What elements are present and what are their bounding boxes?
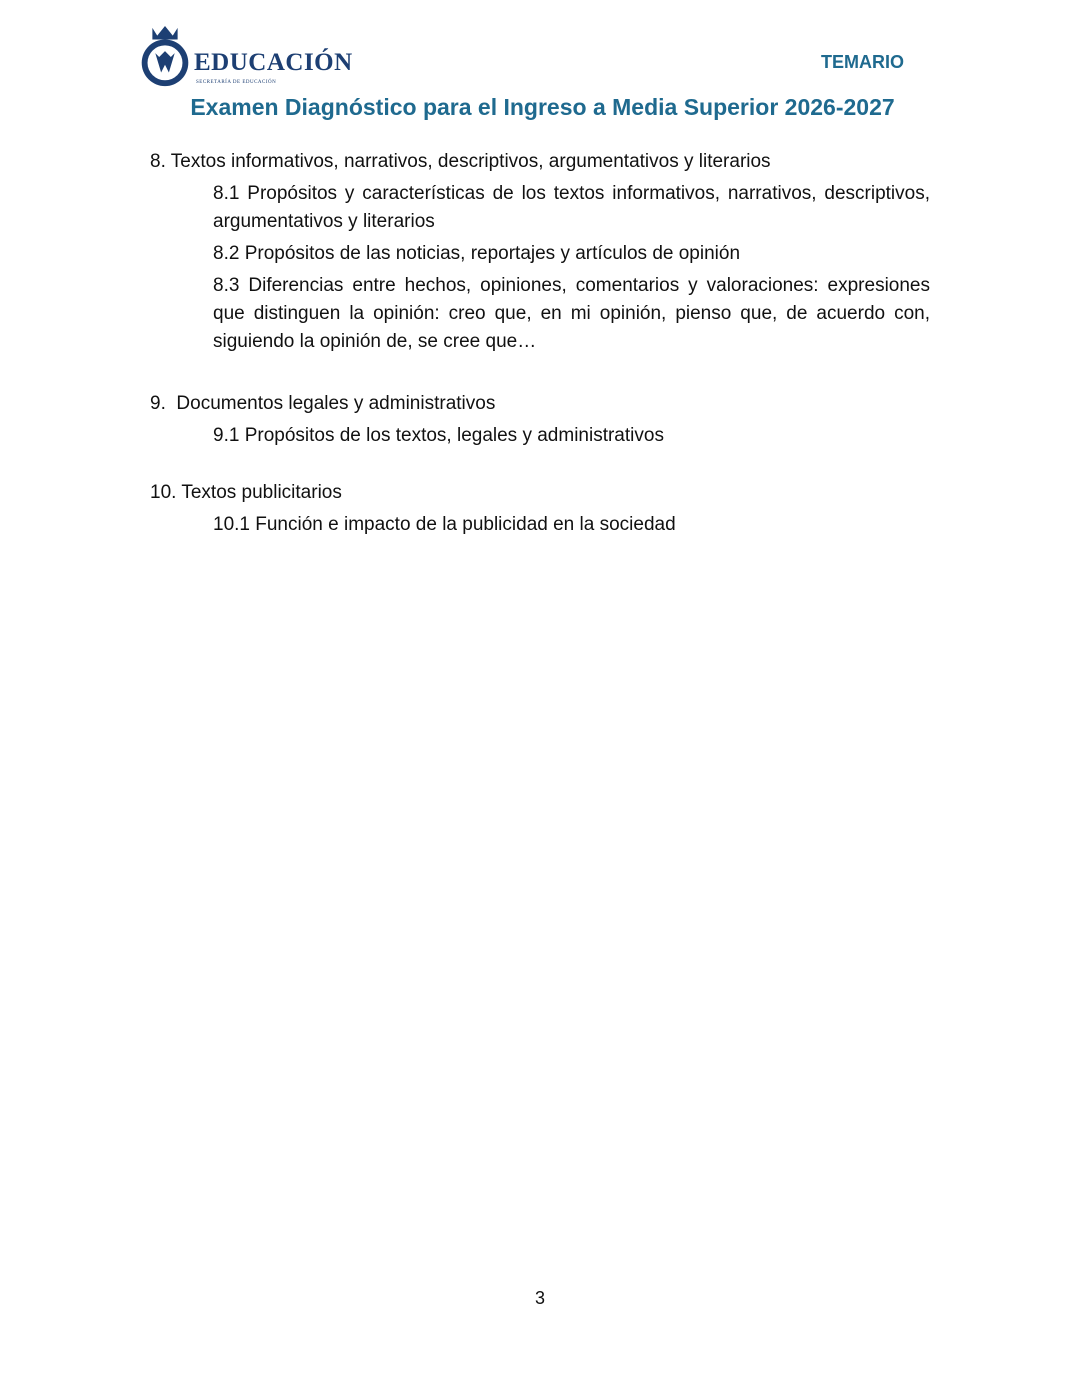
page-number: 3 [534,1288,545,1308]
subtopic: 8.2 Propósitos de las noticias, reportajes y artículos de opinión [213,243,741,264]
subtopic: 8.3 Diferencias entre hechos, opiniones, comentarios y valoraciones: expresiones que distinguen la opinión: creo que, en mi opinión, pienso que, de acuerdo con, siguiendo la opinión de, se cree que… [213,275,930,352]
logo-text: EDUCACIÓN [194,49,353,76]
education-logo [138,24,353,90]
section-heading: 10. Textos publicitarios [150,482,342,503]
section-heading: 9. Documentos legales y administrativos [150,393,496,414]
subtopic: 10.1 Función e impacto de la publicidad en la sociedad [213,514,676,535]
seal-icon [138,24,192,90]
section-label: TEMARIO [821,52,904,72]
subtopic: 8.1 Propósitos y características de los textos informativos, narrativos, descriptivos, argumentativos y literarios [213,183,930,232]
section-heading: 8. Textos informativos, narrativos, descriptivos, argumentativos y literarios [150,151,771,172]
logo-subtext: SECRETARÍA DE EDUCACIÓN [196,80,277,85]
subtopic: 9.1 Propósitos de los textos, legales y administrativos [213,425,664,446]
page-title: Examen Diagnóstico para el Ingreso a Media Superior 2026-2027 [190,94,895,120]
syllabus-content [150,148,930,539]
